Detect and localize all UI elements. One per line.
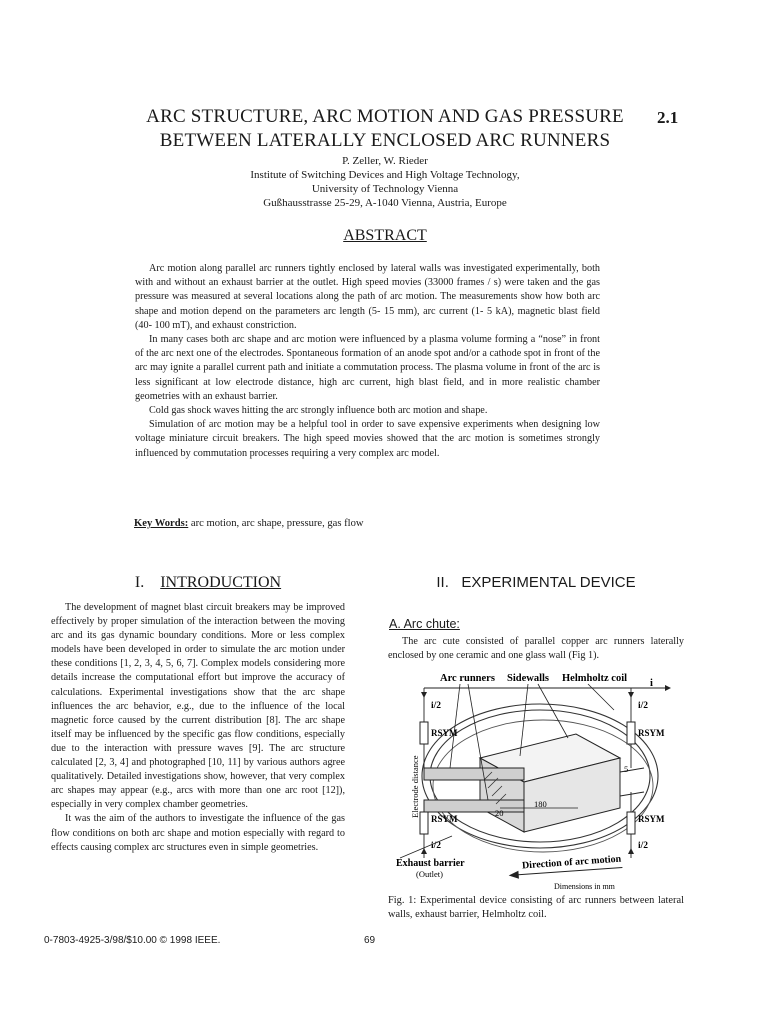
intro-paragraph: It was the aim of the authors to investigate the influence of the gas flow conditions on both arc shape and motion especially with regard to effects causing complex arc structures even in simple geometries. (51, 813, 345, 853)
abstract-paragraph: Simulation of arc motion may be a helpful tool in order to save expensive experiments when designing low voltage miniature circuit breakers. The high speed movies showed that the arc motion is sometimes strongly influenced by commutation processes requiring a very complex arc model. (135, 419, 600, 459)
label-i-half-right-lower: i/2 (638, 841, 649, 851)
arc-runner-upper (424, 768, 524, 780)
label-dim-180: 180 (534, 799, 547, 809)
intro-heading (66, 574, 350, 592)
keywords-text: arc motion, arc shape, pressure, gas flow (188, 518, 364, 529)
experimental-paragraph: The arc cute consisted of parallel copper arc runners laterally enclosed by one ceramic and one glass wall (Fig 1). (388, 636, 684, 662)
title-line-2: BETWEEN LATERALLY ENCLOSED ARC RUNNERS (159, 130, 611, 151)
intro-number: I. (134, 574, 145, 591)
label-rsym-left-lower: RSYM (431, 814, 458, 824)
label-dim-5: 5 (624, 764, 629, 774)
page-number: 69 (364, 935, 376, 946)
arrow-right-lower (628, 848, 634, 854)
figure-arc-chute (388, 668, 688, 892)
authors: P. Zeller, W. Rieder (342, 155, 428, 167)
direction-arrow-head (508, 871, 519, 880)
label-arc-runners: Arc runners (440, 673, 495, 684)
address: Gußhausstrasse 25-29, A-1040 Vienna, Austria, Europe (263, 197, 507, 209)
leader-exhaust-barrier (400, 836, 452, 858)
label-electrode-distance: Electrode distance (410, 755, 420, 818)
abstract-heading-text: ABSTRACT (343, 227, 427, 244)
label-dimensions: Dimensions in mm (554, 882, 615, 891)
title-line-1: ARC STRUCTURE, ARC MOTION AND GAS PRESSURE (146, 106, 624, 127)
label-rsym-right-upper: RSYM (638, 728, 665, 738)
keywords (134, 518, 364, 529)
arrow-current-in (665, 685, 671, 691)
label-i-half-right-upper: i/2 (638, 701, 649, 711)
label-i-half-left-lower: i/2 (431, 841, 442, 851)
arrow-left-upper (421, 692, 427, 698)
section-number: 2.1 (657, 108, 679, 127)
intro-heading-text: INTRODUCTION (160, 574, 282, 591)
intro-paragraph: The development of magnet blast circuit breakers may be improved effectively by proper simulation of the interaction between the moving arc and its gas dynamic boundary conditions. More or less complex models have been developed in order to simulate the arc motion under these conditions [1, 2, 3, 4, 5, 6, 7]. Complex models considering more details increase the computational effort but improve the accuracy of calculations. Experimental investigations show that the arc shape influences the arc behavior, e.g., due to the influence of the local magnetic force caused by the current distribution [8]. The arc shape itself may be influenced by the specific gas flow conditions, especially due to the interaction with pressure waves [9]. The arc structure calculated [2, 3, 4] and photographed [10, 11] by various authors agree qualitatively. Detailed investigations show, however, that very complex arc shapes may appear (e.g., arcs with more than one arc root [12]), especially in very complex chamber geometries. (51, 602, 345, 811)
label-direction: Direction of arc motion (521, 853, 622, 872)
label-exhaust-barrier: Exhaust barrier (396, 858, 465, 869)
label-outlet: (Outlet) (416, 869, 443, 879)
institute: Institute of Switching Devices and High Voltage Technology, (250, 169, 520, 181)
experimental-body (388, 635, 684, 663)
figure-caption: Fig. 1: Experimental device consisting of arc runners between lateral walls, exhaust barrier, Helmholtz coil. (388, 895, 684, 920)
leader-arc-runners (450, 684, 460, 768)
copyright-notice: 0-7803-4925-3/98/$10.00 © 1998 IEEE. (44, 935, 221, 946)
abstract-body (135, 262, 600, 461)
label-i-half-left-upper: i/2 (431, 701, 442, 711)
arrow-right-upper (628, 692, 634, 698)
label-current-i: i (650, 678, 653, 689)
resistor-left-upper (420, 722, 428, 744)
resistor-right-lower (627, 812, 635, 834)
label-helmholtz-coil: Helmholtz coil (562, 673, 628, 684)
resistor-right-upper (627, 722, 635, 744)
runner-extension-lower (620, 792, 644, 796)
abstract-paragraph: In many cases both arc shape and arc motion were influenced by a plasma volume forming a “nose” in front of the arc next one of the electrodes. Spontaneous formation of an anode spot and/or a cathode spot in front of the arc may ignite a parallel current path and initiate a commutation process. The plasma volume in front of the arc is less significant at low electrode distance, high arc current, high blast field, and in more realistic chamber geometries with an exhaust barrier. (135, 334, 600, 402)
arc-chute-subheading: A. Arc chute: (389, 617, 460, 631)
university: University of Technology Vienna (311, 183, 459, 195)
label-dim-20: 20 (495, 808, 504, 818)
leader-arc-runners-2 (468, 684, 488, 800)
label-rsym-right-lower: RSYM (638, 814, 665, 824)
leader-sidewalls (520, 684, 528, 756)
intro-body (51, 601, 345, 855)
abstract-paragraph: Cold gas shock waves hitting the arc strongly influence both arc motion and shape. (149, 405, 488, 417)
abstract-paragraph: Arc motion along parallel arc runners tightly enclosed by lateral walls was investigated experimentally, both with and without an exhaust barrier at the outlet. High speed movies (33000 frames / s) were taken and the gas pressure was measured at several locations along the path of arc motion. The measurements show how both arc shape and motion depend on the parameters arc length (5- 15 mm), arc current (1- 5 kA), magnetic blast field (40- 100 mT), and exhaust constriction. (135, 263, 600, 331)
experimental-heading (388, 574, 684, 591)
resistor-left-lower (420, 812, 428, 834)
abstract-heading (140, 227, 630, 245)
experimental-number: II. (436, 574, 449, 591)
label-rsym-left-upper: RSYM (431, 728, 458, 738)
experimental-heading-text: EXPERIMENTAL DEVICE (461, 574, 636, 591)
label-sidewalls: Sidewalls (507, 673, 550, 684)
arc-runner-lower (424, 800, 524, 812)
keywords-label: Key Words: (134, 518, 189, 529)
direction-arrow-group (508, 854, 623, 880)
